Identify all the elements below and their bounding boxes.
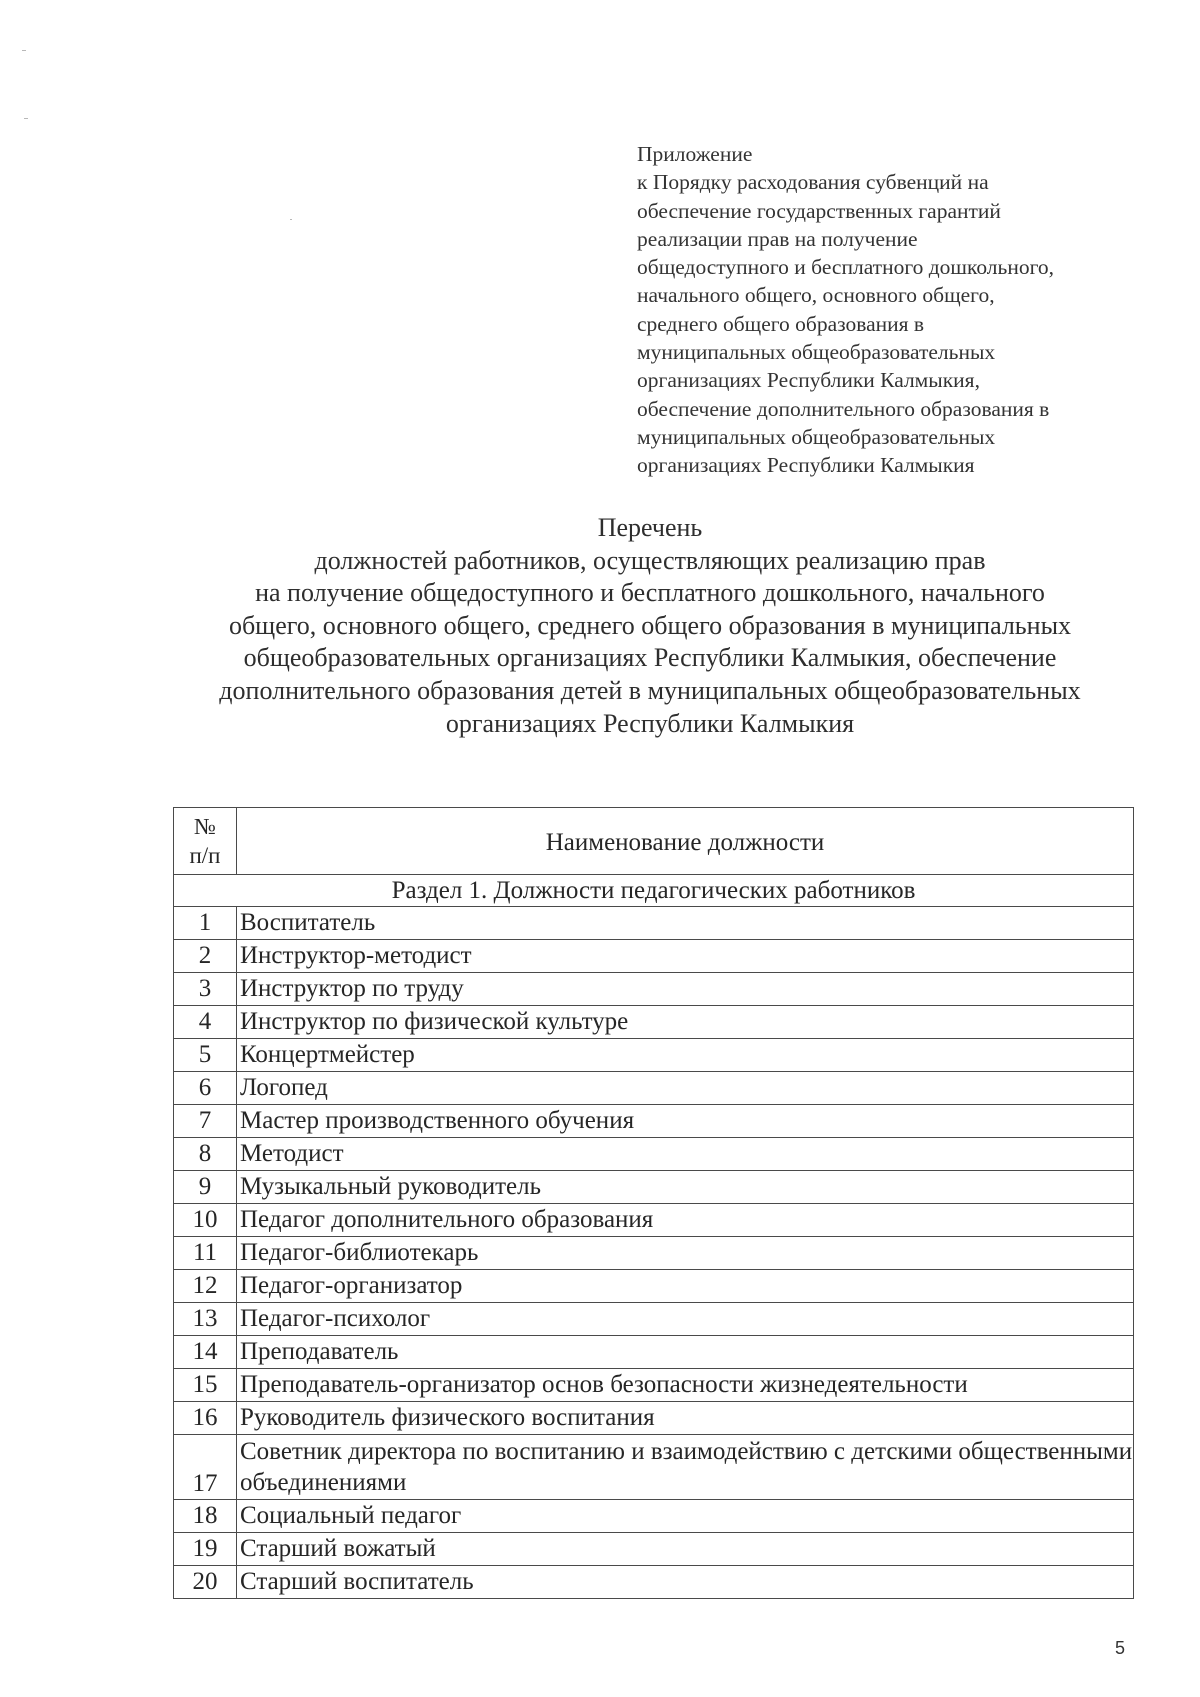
section-title: Раздел 1. Должности педагогических работников: [174, 875, 1134, 907]
appendix-line: реализации прав на получение: [637, 226, 918, 251]
position-name: Руководитель физического воспитания: [237, 1402, 1134, 1435]
number-header-line: №: [194, 814, 216, 839]
row-number: 19: [174, 1533, 237, 1566]
position-name: Советник директора по воспитанию и взаимодействию с детскими общественными объединениями: [237, 1435, 1134, 1500]
row-number: 3: [174, 973, 237, 1006]
table-row: [174, 1039, 1134, 1072]
table-row: [174, 1072, 1134, 1105]
position-name: Концертмейстер: [237, 1039, 1134, 1072]
table-header-row: [174, 808, 1134, 875]
table-row: [174, 1369, 1134, 1402]
number-header-line: п/п: [189, 843, 221, 868]
table-row: [174, 1303, 1134, 1336]
table-row: [174, 1237, 1134, 1270]
position-name: Преподаватель: [237, 1336, 1134, 1369]
appendix-line: общедоступного и бесплатного дошкольного,: [637, 255, 1055, 280]
appendix-line: Приложение: [637, 142, 753, 166]
position-name: Педагог дополнительного образования: [237, 1204, 1134, 1237]
page-number: 5: [1115, 1638, 1126, 1658]
section-row: [174, 875, 1134, 907]
table-row: [174, 973, 1134, 1006]
position-name: Методист: [237, 1138, 1134, 1171]
position-name: Преподаватель-организатор основ безопасности жизнедеятельности: [237, 1369, 1134, 1402]
row-number: 5: [174, 1039, 237, 1072]
row-number: 9: [174, 1171, 237, 1204]
row-number: 14: [174, 1336, 237, 1369]
appendix-line: к Порядку расходования субвенций на: [637, 170, 989, 195]
appendix-line: среднего общего образования в: [637, 311, 925, 336]
position-name: Инструктор-методист: [237, 940, 1134, 973]
position-column-header: Наименование должности: [237, 808, 1134, 875]
appendix-line: начального общего, основного общего,: [637, 283, 995, 308]
table-row: [174, 1402, 1134, 1435]
position-name: Воспитатель: [237, 907, 1134, 940]
title-heading: Перечень: [597, 513, 703, 542]
table-row: [174, 1336, 1134, 1369]
title-line: дополнительного образования детей в муниципальных общеобразовательных: [219, 675, 1081, 705]
appendix-line: обеспечение государственных гарантий: [637, 198, 1001, 223]
table-row: [174, 1138, 1134, 1171]
position-name: Педагог-психолог: [237, 1303, 1134, 1336]
row-number: 13: [174, 1303, 237, 1336]
positions-table: [173, 807, 1134, 1599]
table-row: [174, 907, 1134, 940]
position-name: Музыкальный руководитель: [237, 1171, 1134, 1204]
appendix-line: организациях Республики Калмыкия,: [637, 368, 980, 393]
row-number: 12: [174, 1270, 237, 1303]
position-name: Логопед: [237, 1072, 1134, 1105]
table-row: [174, 1500, 1134, 1533]
table-body: [174, 875, 1134, 1599]
table-row: [174, 1171, 1134, 1204]
row-number: 1: [174, 907, 237, 940]
table-row: [174, 1204, 1134, 1237]
position-name: Мастер производственного обучения: [237, 1105, 1134, 1138]
table-row: [174, 1270, 1134, 1303]
title-line: должностей работников, осуществляющих реализацию прав: [314, 545, 986, 575]
scan-speck: [24, 118, 28, 119]
number-column-header: [174, 808, 237, 875]
appendix-note: [637, 140, 1157, 480]
appendix-line: муниципальных общеобразовательных: [637, 340, 996, 365]
title-line: общего, основного общего, среднего общего образования в муниципальных: [228, 610, 1072, 640]
appendix-line: муниципальных общеобразовательных: [637, 424, 996, 449]
title-line: организациях Республики Калмыкия: [445, 708, 855, 738]
appendix-line: обеспечение дополнительного образования в: [637, 396, 1050, 421]
row-number: 4: [174, 1006, 237, 1039]
position-name: Инструктор по труду: [237, 973, 1134, 1006]
position-name: Старший воспитатель: [237, 1566, 1134, 1599]
position-name: Старший вожатый: [237, 1533, 1134, 1566]
row-number: 15: [174, 1369, 237, 1402]
row-number: 11: [174, 1237, 237, 1270]
row-number: 8: [174, 1138, 237, 1171]
row-number: 7: [174, 1105, 237, 1138]
table-row: [174, 940, 1134, 973]
scan-speck: [290, 219, 292, 220]
row-number: 18: [174, 1500, 237, 1533]
table-row: [174, 1006, 1134, 1039]
document-title: [100, 512, 1200, 740]
table-row: [174, 1533, 1134, 1566]
position-name: Инструктор по физической культуре: [237, 1006, 1134, 1039]
appendix-line: организациях Республики Калмыкия: [637, 453, 975, 478]
title-line: общеобразовательных организациях Республики Калмыкия, обеспечение: [243, 643, 1057, 673]
row-number: 2: [174, 940, 237, 973]
position-name: Педагог-библиотекарь: [237, 1237, 1134, 1270]
table-row: [174, 1566, 1134, 1599]
row-number: 20: [174, 1566, 237, 1599]
row-number: 17: [174, 1435, 237, 1500]
position-name: Педагог-организатор: [237, 1270, 1134, 1303]
scan-speck: [22, 50, 26, 51]
row-number: 16: [174, 1402, 237, 1435]
row-number: 6: [174, 1072, 237, 1105]
position-name: Социальный педагог: [237, 1500, 1134, 1533]
table-row: [174, 1105, 1134, 1138]
title-line: на получение общедоступного и бесплатного дошкольного, начального: [255, 578, 1045, 608]
table-row: [174, 1435, 1134, 1500]
row-number: 10: [174, 1204, 237, 1237]
